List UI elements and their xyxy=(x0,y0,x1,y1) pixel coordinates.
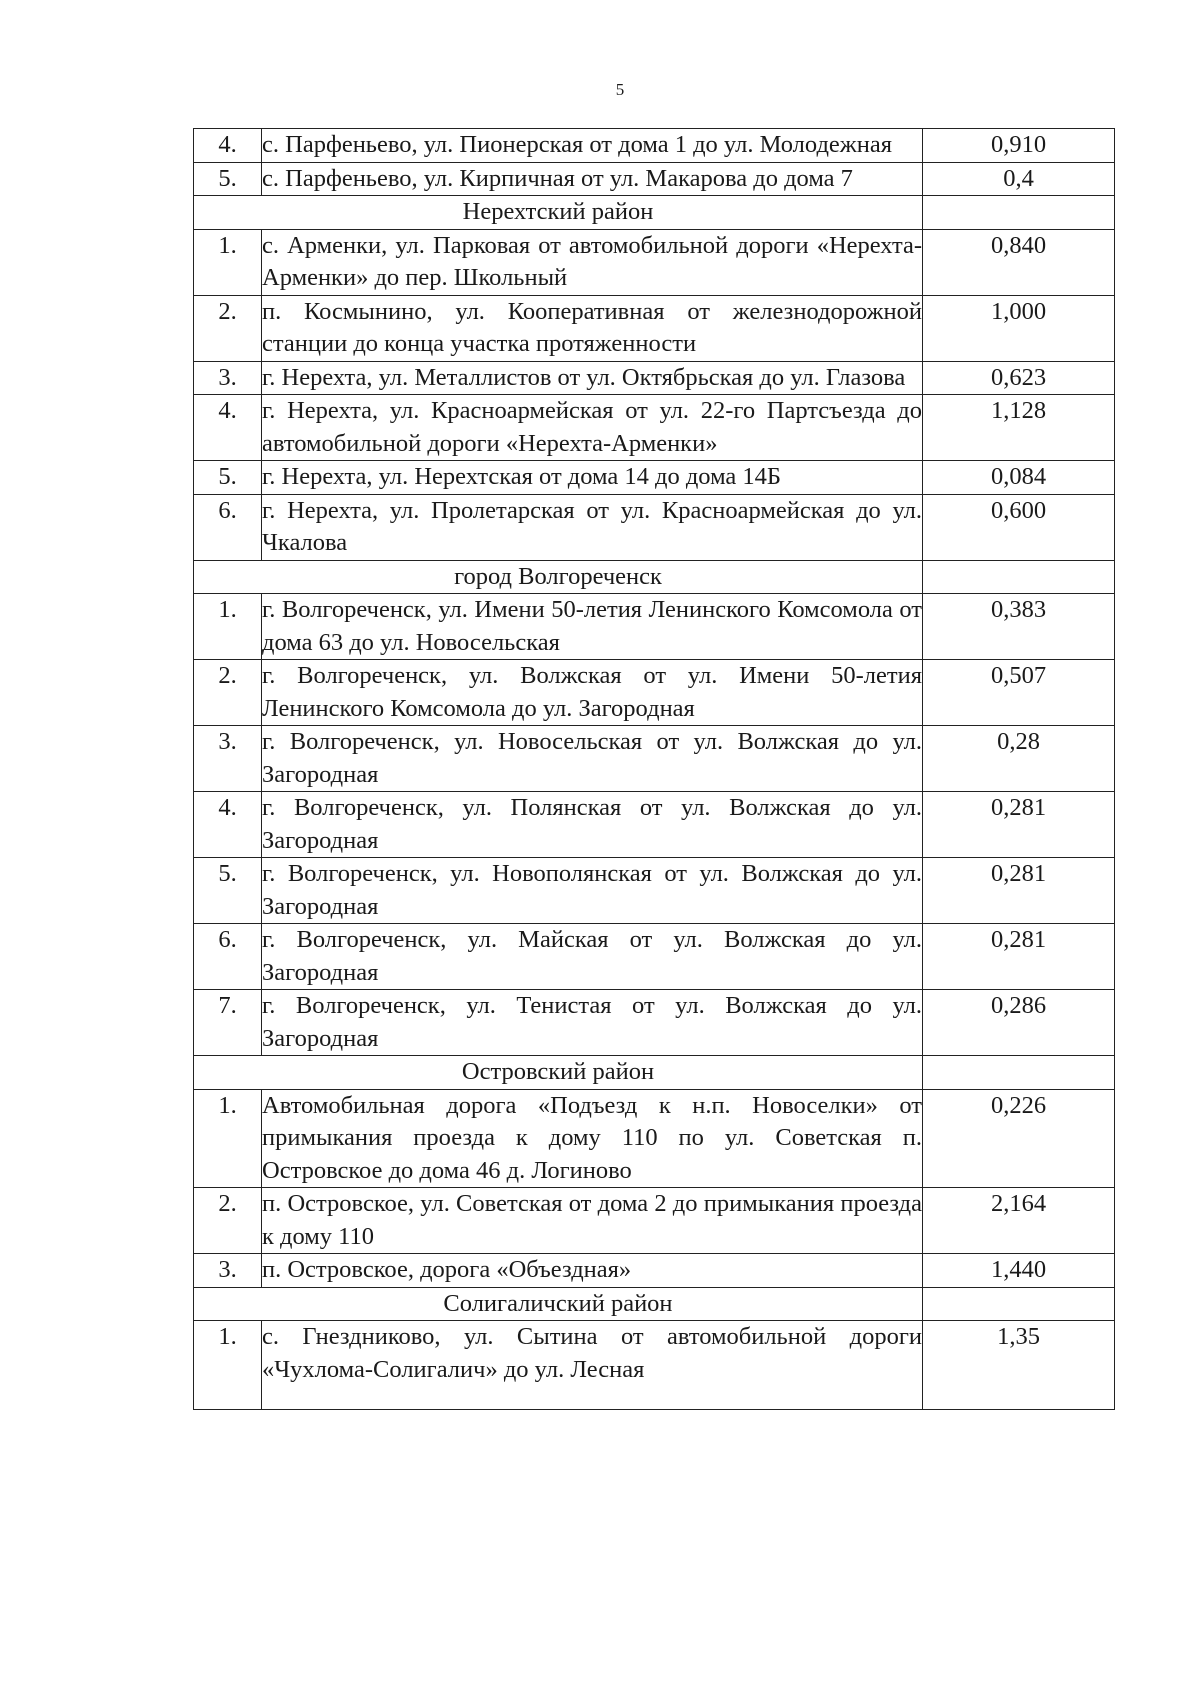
road-length: 0,281 xyxy=(923,858,1115,924)
road-description: г. Волгореченск, ул. Новополянская от ул. Волжская до ул. Загородная xyxy=(262,858,923,924)
row-number: 4. xyxy=(194,129,262,163)
road-description: г. Волгореченск, ул. Майская от ул. Волжская до ул. Загородная xyxy=(262,924,923,990)
table-row xyxy=(194,162,1115,196)
road-description: п. Островское, дорога «Объездная» xyxy=(262,1254,923,1288)
road-length: 0,286 xyxy=(923,990,1115,1056)
table-row xyxy=(194,229,1115,295)
road-length: 1,440 xyxy=(923,1254,1115,1288)
road-description: г. Волгореченск, ул. Волжская от ул. Имени 50-летия Ленинского Комсомола до ул. Загородная xyxy=(262,660,923,726)
road-length: 0,28 xyxy=(923,726,1115,792)
road-length: 0,4 xyxy=(923,162,1115,196)
road-description: г. Волгореченск, ул. Новосельская от ул. Волжская до ул. Загородная xyxy=(262,726,923,792)
row-number: 5. xyxy=(194,858,262,924)
table-row xyxy=(194,295,1115,361)
table-row xyxy=(194,1321,1115,1410)
row-number: 7. xyxy=(194,990,262,1056)
table-row xyxy=(194,660,1115,726)
section-title: город Волгореченск xyxy=(194,560,923,594)
road-description: Автомобильная дорога «Подъезд к н.п. Новоселки» от примыкания проезда к дому 110 по ул. Советская п. Островское до дома 46 д. Логиново xyxy=(262,1089,923,1188)
row-number: 3. xyxy=(194,726,262,792)
page-number: 5 xyxy=(615,80,625,99)
road-length: 2,164 xyxy=(923,1188,1115,1254)
row-number: 3. xyxy=(194,361,262,395)
section-header-row xyxy=(194,196,1115,230)
row-number: 1. xyxy=(194,594,262,660)
road-description: п. Островское, ул. Советская от дома 2 до примыкания проезда к дому 110 xyxy=(262,1188,923,1254)
road-description: с. Гнездниково, ул. Сытина от автомобильной дороги «Чухлома-Солигалич» до ул. Лесная xyxy=(262,1321,923,1410)
section-value-cell xyxy=(923,560,1115,594)
table-row xyxy=(194,461,1115,495)
road-description: с. Парфеньево, ул. Пионерская от дома 1 до ул. Молодежная xyxy=(262,129,923,163)
section-title: Солигаличский район xyxy=(194,1287,923,1321)
roads-table xyxy=(193,128,1115,1410)
row-number: 6. xyxy=(194,494,262,560)
table-row xyxy=(194,726,1115,792)
table-row xyxy=(194,395,1115,461)
road-description: с. Арменки, ул. Парковая от автомобильной дороги «Нерехта-Арменки» до пер. Школьный xyxy=(262,229,923,295)
table-row xyxy=(194,594,1115,660)
road-length: 0,840 xyxy=(923,229,1115,295)
table-row xyxy=(194,1089,1115,1188)
road-length: 0,281 xyxy=(923,924,1115,990)
table-row xyxy=(194,129,1115,163)
section-value-cell xyxy=(923,1287,1115,1321)
row-number: 4. xyxy=(194,395,262,461)
road-description: г. Нерехта, ул. Нерехтская от дома 14 до дома 14Б xyxy=(262,461,923,495)
road-length: 0,383 xyxy=(923,594,1115,660)
road-length: 1,35 xyxy=(923,1321,1115,1410)
row-number: 2. xyxy=(194,1188,262,1254)
road-description: г. Волгореченск, ул. Тенистая от ул. Волжская до ул. Загородная xyxy=(262,990,923,1056)
road-description: г. Нерехта, ул. Металлистов от ул. Октябрьская до ул. Глазова xyxy=(262,361,923,395)
road-length: 0,600 xyxy=(923,494,1115,560)
road-length: 0,623 xyxy=(923,361,1115,395)
road-length: 1,000 xyxy=(923,295,1115,361)
road-length: 1,128 xyxy=(923,395,1115,461)
section-header-row xyxy=(194,1287,1115,1321)
road-description: г. Волгореченск, ул. Имени 50-летия Ленинского Комсомола от дома 63 до ул. Новосельская xyxy=(262,594,923,660)
row-number: 2. xyxy=(194,295,262,361)
row-number: 5. xyxy=(194,162,262,196)
table-row xyxy=(194,990,1115,1056)
road-length: 0,281 xyxy=(923,792,1115,858)
row-number: 3. xyxy=(194,1254,262,1288)
road-length: 0,910 xyxy=(923,129,1115,163)
table-row xyxy=(194,1188,1115,1254)
road-description: г. Нерехта, ул. Пролетарская от ул. Красноармейская до ул. Чкалова xyxy=(262,494,923,560)
table-row xyxy=(194,792,1115,858)
road-length: 0,084 xyxy=(923,461,1115,495)
road-length: 0,226 xyxy=(923,1089,1115,1188)
road-description: п. Космынино, ул. Кооперативная от железнодорожной станции до конца участка протяженности xyxy=(262,295,923,361)
road-length: 0,507 xyxy=(923,660,1115,726)
section-title: Островский район xyxy=(194,1056,923,1090)
row-number: 6. xyxy=(194,924,262,990)
section-title: Нерехтский район xyxy=(194,196,923,230)
road-description: г. Волгореченск, ул. Полянская от ул. Волжская до ул. Загородная xyxy=(262,792,923,858)
section-value-cell xyxy=(923,196,1115,230)
table-row xyxy=(194,361,1115,395)
table-row xyxy=(194,494,1115,560)
section-header-row xyxy=(194,560,1115,594)
section-header-row xyxy=(194,1056,1115,1090)
section-value-cell xyxy=(923,1056,1115,1090)
row-number: 2. xyxy=(194,660,262,726)
road-description: г. Нерехта, ул. Красноармейская от ул. 22-го Партсъезда до автомобильной дороги «Нерехта-Арменки» xyxy=(262,395,923,461)
roads-table-body xyxy=(194,129,1115,1410)
table-row xyxy=(194,1254,1115,1288)
row-number: 1. xyxy=(194,229,262,295)
row-number: 5. xyxy=(194,461,262,495)
table-row xyxy=(194,858,1115,924)
table-row xyxy=(194,924,1115,990)
row-number: 4. xyxy=(194,792,262,858)
road-description: с. Парфеньево, ул. Кирпичная от ул. Макарова до дома 7 xyxy=(262,162,923,196)
row-number: 1. xyxy=(194,1089,262,1188)
row-number: 1. xyxy=(194,1321,262,1410)
